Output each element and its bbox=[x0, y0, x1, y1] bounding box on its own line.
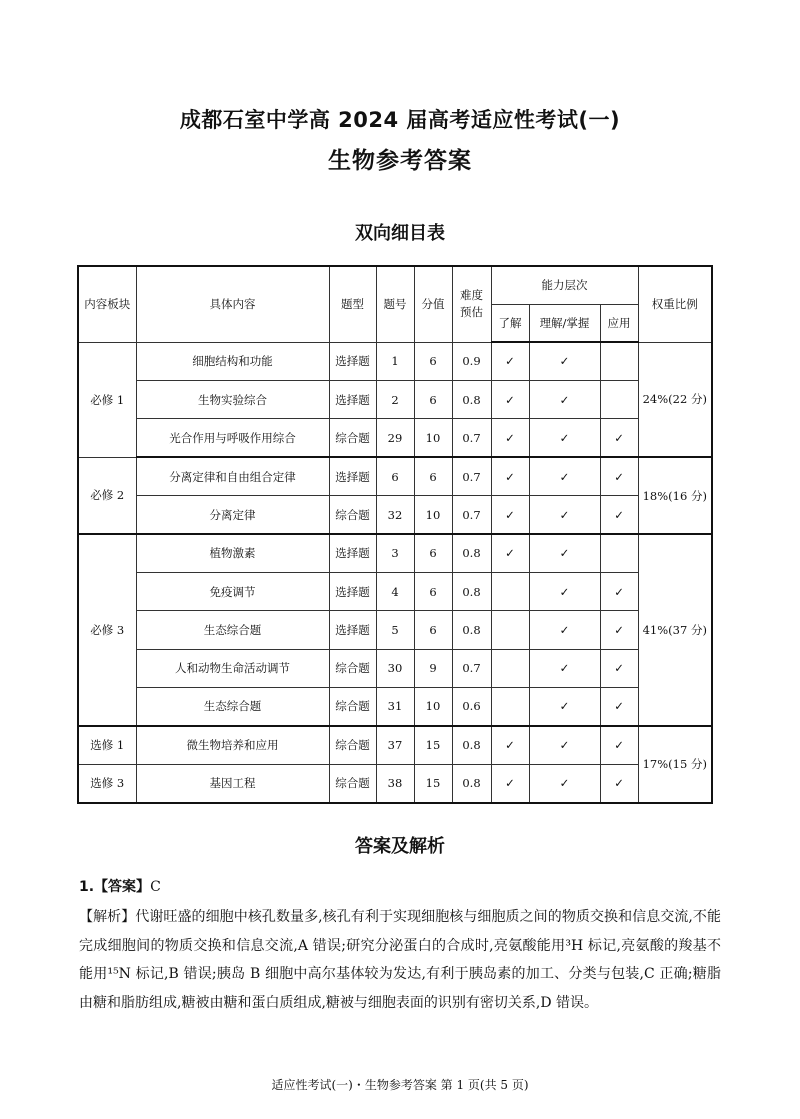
module-cell: 必修 3 bbox=[78, 534, 136, 726]
difficulty-cell: 0.7 bbox=[452, 496, 491, 534]
number-cell: 29 bbox=[376, 419, 414, 457]
know-check bbox=[491, 688, 529, 726]
table-row bbox=[78, 496, 712, 534]
type-cell: 选择题 bbox=[329, 534, 376, 572]
apply-check bbox=[600, 534, 638, 572]
know-check: ✓ bbox=[491, 342, 529, 380]
document-title: 成都石室中学高 2024 届高考适应性考试(一) bbox=[179, 108, 621, 132]
number-cell: 30 bbox=[376, 649, 414, 687]
header-score: 分值 bbox=[414, 266, 452, 342]
know-check bbox=[491, 611, 529, 649]
understand-check: ✓ bbox=[529, 380, 600, 418]
number-cell: 38 bbox=[376, 764, 414, 802]
content-cell: 基因工程 bbox=[136, 764, 329, 802]
weight-cell: 18%(16 分) bbox=[638, 457, 712, 534]
type-cell: 综合题 bbox=[329, 496, 376, 534]
difficulty-cell: 0.8 bbox=[452, 572, 491, 610]
number-cell: 1 bbox=[376, 342, 414, 380]
score-cell: 6 bbox=[414, 572, 452, 610]
apply-check: ✓ bbox=[600, 611, 638, 649]
table-row bbox=[78, 764, 712, 802]
table-row bbox=[78, 649, 712, 687]
table-row bbox=[78, 419, 712, 457]
apply-check: ✓ bbox=[600, 649, 638, 687]
understand-check: ✓ bbox=[529, 688, 600, 726]
header-module: 内容板块 bbox=[78, 266, 136, 342]
understand-check: ✓ bbox=[529, 726, 600, 764]
number-cell: 2 bbox=[376, 380, 414, 418]
apply-check: ✓ bbox=[600, 688, 638, 726]
answer-1-analysis bbox=[79, 903, 721, 1017]
content-cell: 生态综合题 bbox=[136, 688, 329, 726]
table-row bbox=[78, 726, 712, 764]
header-difficulty: 难度预估 bbox=[452, 266, 491, 342]
answer-label: 1.【答案】 bbox=[79, 879, 151, 895]
table-row bbox=[78, 688, 712, 726]
answer-value: C bbox=[150, 879, 161, 895]
know-check: ✓ bbox=[491, 764, 529, 802]
difficulty-cell: 0.6 bbox=[452, 688, 491, 726]
number-cell: 3 bbox=[376, 534, 414, 572]
answer-1 bbox=[79, 876, 161, 896]
weight-cell: 24%(22 分) bbox=[638, 342, 712, 457]
answers-section-title: 答案及解析 bbox=[355, 836, 445, 857]
header-ability-know: 了解 bbox=[491, 304, 529, 342]
content-cell: 生态综合题 bbox=[136, 611, 329, 649]
know-check: ✓ bbox=[491, 496, 529, 534]
apply-check: ✓ bbox=[600, 572, 638, 610]
score-cell: 10 bbox=[414, 496, 452, 534]
apply-check bbox=[600, 380, 638, 418]
type-cell: 综合题 bbox=[329, 419, 376, 457]
know-check: ✓ bbox=[491, 726, 529, 764]
apply-check bbox=[600, 342, 638, 380]
module-cell: 必修 2 bbox=[78, 457, 136, 534]
understand-check: ✓ bbox=[529, 611, 600, 649]
module-cell: 选修 3 bbox=[78, 764, 136, 802]
apply-check: ✓ bbox=[600, 726, 638, 764]
difficulty-cell: 0.8 bbox=[452, 380, 491, 418]
understand-check: ✓ bbox=[529, 342, 600, 380]
table-row bbox=[78, 534, 712, 572]
score-cell: 15 bbox=[414, 764, 452, 802]
table-row bbox=[78, 342, 712, 380]
table-section-title: 双向细目表 bbox=[355, 223, 445, 244]
table-row bbox=[78, 611, 712, 649]
number-cell: 6 bbox=[376, 457, 414, 495]
content-cell: 人和动物生命活动调节 bbox=[136, 649, 329, 687]
apply-check: ✓ bbox=[600, 496, 638, 534]
score-cell: 6 bbox=[414, 342, 452, 380]
score-cell: 6 bbox=[414, 380, 452, 418]
analysis-label: 【解析】 bbox=[79, 909, 136, 925]
weight-cell: 41%(37 分) bbox=[638, 534, 712, 726]
table-row bbox=[78, 457, 712, 495]
number-cell: 31 bbox=[376, 688, 414, 726]
number-cell: 5 bbox=[376, 611, 414, 649]
understand-check: ✓ bbox=[529, 534, 600, 572]
know-check bbox=[491, 649, 529, 687]
content-cell: 生物实验综合 bbox=[136, 380, 329, 418]
score-cell: 15 bbox=[414, 726, 452, 764]
apply-check: ✓ bbox=[600, 457, 638, 495]
difficulty-cell: 0.8 bbox=[452, 726, 491, 764]
table-row bbox=[78, 380, 712, 418]
know-check bbox=[491, 572, 529, 610]
content-cell: 细胞结构和功能 bbox=[136, 342, 329, 380]
difficulty-cell: 0.8 bbox=[452, 764, 491, 802]
type-cell: 综合题 bbox=[329, 726, 376, 764]
module-cell: 必修 1 bbox=[78, 342, 136, 457]
content-cell: 免疫调节 bbox=[136, 572, 329, 610]
score-cell: 6 bbox=[414, 611, 452, 649]
number-cell: 4 bbox=[376, 572, 414, 610]
content-cell: 微生物培养和应用 bbox=[136, 726, 329, 764]
difficulty-cell: 0.8 bbox=[452, 534, 491, 572]
header-number: 题号 bbox=[376, 266, 414, 342]
apply-check: ✓ bbox=[600, 419, 638, 457]
header-ability-understand: 理解/掌握 bbox=[529, 304, 600, 342]
type-cell: 综合题 bbox=[329, 688, 376, 726]
content-cell: 光合作用与呼吸作用综合 bbox=[136, 419, 329, 457]
score-cell: 10 bbox=[414, 419, 452, 457]
header-type: 题型 bbox=[329, 266, 376, 342]
score-cell: 10 bbox=[414, 688, 452, 726]
header-content: 具体内容 bbox=[136, 266, 329, 342]
understand-check: ✓ bbox=[529, 649, 600, 687]
type-cell: 综合题 bbox=[329, 649, 376, 687]
difficulty-cell: 0.7 bbox=[452, 419, 491, 457]
specification-table bbox=[77, 265, 713, 804]
header-weight: 权重比例 bbox=[638, 266, 712, 342]
difficulty-cell: 0.8 bbox=[452, 611, 491, 649]
understand-check: ✓ bbox=[529, 496, 600, 534]
weight-cell: 17%(15 分) bbox=[638, 726, 712, 803]
page-footer: 适应性考试(一)・生物参考答案 第 1 页(共 5 页) bbox=[271, 1078, 529, 1092]
know-check: ✓ bbox=[491, 419, 529, 457]
header-ability: 能力层次 bbox=[491, 266, 638, 304]
number-cell: 37 bbox=[376, 726, 414, 764]
score-cell: 6 bbox=[414, 457, 452, 495]
understand-check: ✓ bbox=[529, 419, 600, 457]
score-cell: 9 bbox=[414, 649, 452, 687]
understand-check: ✓ bbox=[529, 457, 600, 495]
difficulty-cell: 0.7 bbox=[452, 457, 491, 495]
content-cell: 分离定律 bbox=[136, 496, 329, 534]
type-cell: 选择题 bbox=[329, 457, 376, 495]
difficulty-cell: 0.7 bbox=[452, 649, 491, 687]
content-cell: 分离定律和自由组合定律 bbox=[136, 457, 329, 495]
understand-check: ✓ bbox=[529, 572, 600, 610]
table-row bbox=[78, 572, 712, 610]
type-cell: 选择题 bbox=[329, 572, 376, 610]
number-cell: 32 bbox=[376, 496, 414, 534]
understand-check: ✓ bbox=[529, 764, 600, 802]
analysis-text: 代谢旺盛的细胞中核孔数量多,核孔有利于实现细胞核与细胞质之间的物质交换和信息交流,不能完成细胞间的物质交换和信息交流,A 错误;研究分泌蛋白的合成时,亮氨酸能用³H 标记,亮氨酸的羧基不能用¹⁵N 标记,B 错误;胰岛 B 细胞中高尔基体较为发达,有利于胰岛素的加工、分类与包装,C 正确;糖脂由糖和脂肪组成,糖被由糖和蛋白质组成,糖被与细胞表面的识别有密切关系,D 错误。 bbox=[79, 909, 722, 1011]
module-cell: 选修 1 bbox=[78, 726, 136, 764]
header-ability-apply: 应用 bbox=[600, 304, 638, 342]
type-cell: 选择题 bbox=[329, 380, 376, 418]
difficulty-cell: 0.9 bbox=[452, 342, 491, 380]
type-cell: 综合题 bbox=[329, 764, 376, 802]
content-cell: 植物激素 bbox=[136, 534, 329, 572]
document-subtitle: 生物参考答案 bbox=[328, 148, 472, 174]
score-cell: 6 bbox=[414, 534, 452, 572]
type-cell: 选择题 bbox=[329, 342, 376, 380]
type-cell: 选择题 bbox=[329, 611, 376, 649]
know-check: ✓ bbox=[491, 457, 529, 495]
apply-check: ✓ bbox=[600, 764, 638, 802]
know-check: ✓ bbox=[491, 380, 529, 418]
know-check: ✓ bbox=[491, 534, 529, 572]
